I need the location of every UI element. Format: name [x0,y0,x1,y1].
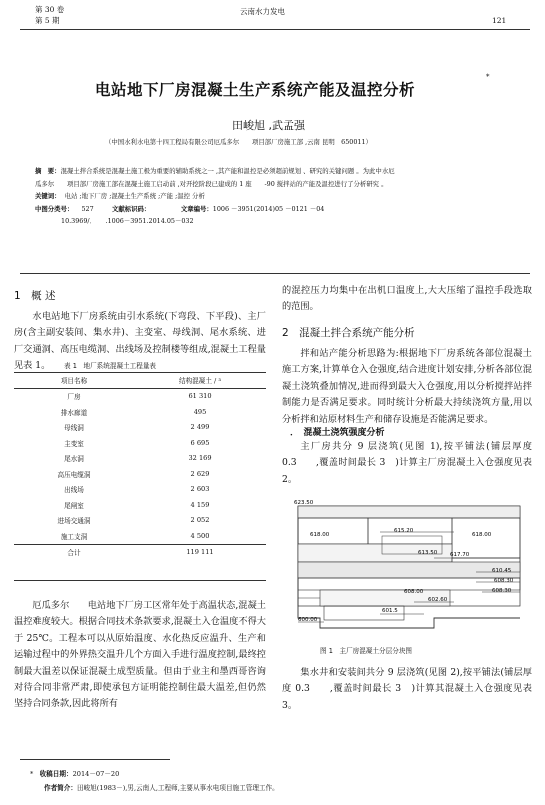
elevation-label: 610.45 [492,568,512,574]
elevation-label: 608.30 [494,578,514,584]
header-rule [20,29,530,30]
right-intro-para: 的混控压力均集中在出机口温度上,大大压缩了温控手段选取的范围。 [282,285,532,313]
roof-layer [298,506,520,518]
elevation-label: 618.00 [310,532,330,538]
abstract-rule [20,273,530,274]
section-1-para-1: 水电站地下厂房系统由引水系统(下弯段、下平段)、主厂房(含主副安装间、集水井)、主变室、母线洞、尾水系统、进厂交通洞、高压电缆洞、出线场及控制楼等组成,混凝土工程量见表 1。 [14,311,266,372]
elevation-label: 617.70 [450,552,470,558]
footnote-mark: * [30,770,34,778]
doi-line: 10.3969/． .1006－3951.2014.05－032 [61,217,194,225]
abstract-text-1: 混凝土拌合系统是混凝土施工极为重要的辅助系统之一 ,其产能和温控是必须超前规划 、研究的关键问题 。为此中水厄 [60,167,395,175]
clc-value: 527 [81,204,94,213]
section-1-title: 1 概 述 [14,290,56,302]
table-1-bottom-rule [14,580,266,581]
table-row: 施工支洞 4 500 [60,531,210,541]
author-bio: 田峻旭(1983－),男,云南人,工程师,主要从事水电项目施工管理工作。 [76,784,279,792]
table-row: 出线场 2 603 [64,485,210,495]
abstract-line-2: 瓜多尔 项目部厂房施工部在混凝土施工启动前 ,对开挖阶段已建成的 1 座 -90 搅拌站的产能及温控进行了分析研究 。 [35,179,388,188]
table-row: 高压电缆洞 2 629 [57,469,210,479]
table-row: 尾闸室 4 159 [64,500,210,510]
section-1-para-2: 厄瓜多尔 电站地下厂房工区常年处于高温状态,混凝土温控难度较大。根据合同技术条款要求,混凝土入仓温度不得大于 25℃。工程本可以从原始温度、水化热反应温升、生产和运输过程中的外界热交温升几个方面入手进行温度控制,最终控制最大温差以保证混凝土成型质量。但由于业主和墨西哥咨询对待合同非常严肃,即使承包方证明能控制住最大温差,但仍然坚持合同条款,因此将所有 [14,600,266,710]
affiliation: （中国水利水电第十四工程局有限公司厄瓜多尔 项目部厂房施工部 ,云南 昆明 650011） [105,138,372,146]
table-row: 进场交通洞 2 052 [57,516,210,526]
elevation-label: 608.30 [492,588,512,594]
footnote-received [30,768,119,778]
journal-name: 云南水力发电 [240,7,285,16]
volume-label: 第 30 卷 [35,5,65,14]
elevation-label: 618.00 [472,532,492,538]
table-1-caption: 表 1 地厂系统混凝土工程量表 [64,362,157,370]
keywords-text: 电站 ;地下厂房 ;混凝土生产系统 ;产能 ;温控 分析 [64,192,205,200]
elevation-label: 600.00 [298,617,318,623]
page-number: 121 [492,16,507,25]
received-date: 2014－07－20 [72,770,120,778]
clc-label: 中图分类号： [35,204,74,213]
subsection-para-2: 集水井和安装间共分 9 层浇筑(见图 2),按平铺法(铺层厚度 0.3 ,覆盖时间最长 3 )计算其混凝土入仓强度见表 3。 [282,667,532,711]
classification-line [35,203,525,216]
table-col-header: 项目名称 [14,372,134,388]
elevation-label: 623.50 [294,500,314,506]
author-bio-label: 作者简介： [44,784,77,792]
block-lower [298,562,520,578]
abstract-label: 摘 要： [35,167,61,175]
keywords-line [35,190,525,203]
elevation-label: 613.50 [418,550,438,556]
table-total-row: 合计 119 111 [14,544,266,560]
elevation-label: 615.20 [394,528,414,534]
title-footnote-mark: * [486,73,490,81]
issue-label: 第 5 期 [35,16,60,25]
footnote-author [44,782,279,792]
table-row: 母线洞 2 499 [64,423,210,433]
table-row: 厂房 61 310 [67,392,212,402]
footnote-rule [20,759,170,760]
elevation-label: 601.5 [382,608,398,614]
table-row: 排水廊道 495 [60,407,207,417]
figure-1-caption: 图 1 主厂房混凝土分层分块图 [320,647,413,655]
figure-1-drawing [284,498,534,638]
authors: 田峻旭 ,武孟强 [232,119,305,132]
table-row: 主变室 6 695 [64,438,210,448]
abstract-line-1 [35,165,525,178]
table-header-row [14,372,266,388]
subsection-para-1: 主厂房共分 9 层浇筑(见图 1),按平铺法(铺层厚度 0.3 ,覆盖时间最长 3 )计算主厂房混凝土入仓强度见表 2。 [282,441,532,485]
table-col-header: 结构混凝土 / ³ [134,372,266,388]
elevation-label: 602.60 [428,597,448,603]
doc-code-label: 文献标识码： [111,204,151,213]
paper-title: 电站地下厂房混凝土生产系统产能及温控分析 [95,81,416,99]
section-2-title: 2 混凝土拌合系统产能分析 [282,327,415,339]
keywords-label: 关键词： [35,192,61,200]
block-upper-left [298,518,368,544]
subsection-title: ． 混凝土浇筑强度分析 [290,428,385,438]
table-row: 尾水洞 32 169 [64,454,212,464]
received-label: 收稿日期： [39,770,73,778]
abstract-block [35,165,525,228]
section-2-para: 拌和站产能分析思路为:根据地下厂房系统各部位混凝土施工方案,计算单仓入仓强度,结合进度计划安排,分析各部位混凝土浇筑叠加情况,进而得到最大入仓强度,用以分析搅拌站拌制能力是否满足要求。同时统计分析最大持续浇筑方量,用以分析拌和站原材料生产和储存设施是否能满足要求。 [282,348,532,425]
article-number-value: 1006 －3951(2014)05 －0121 －04 [212,204,325,213]
article-number-label: 文章编号： [180,204,213,213]
table-1 [14,372,266,560]
elevation-label: 608.00 [404,589,424,595]
